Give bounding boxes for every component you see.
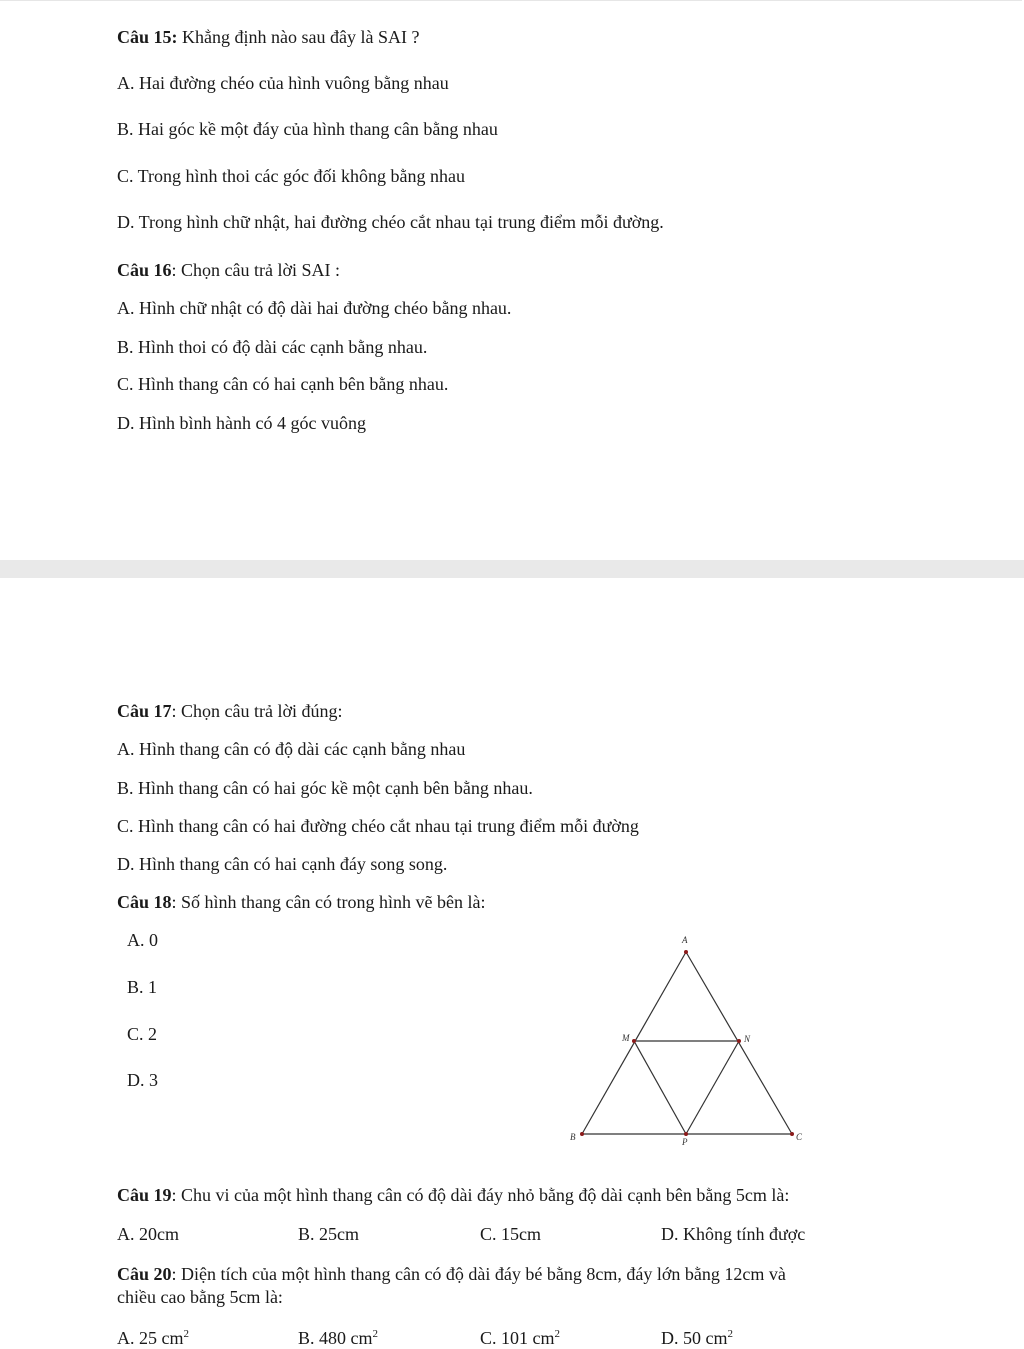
question-20: Câu 20: Diện tích của một hình thang cân có độ dài đáy bé bằng 8cm, đáy lớn bằng 12cm và xyxy=(117,1264,786,1284)
label-m: M xyxy=(622,1033,630,1043)
q18-option-d: D. 3 xyxy=(127,1070,158,1090)
q19-option-b: B. 25cm xyxy=(298,1224,359,1244)
label-p: P xyxy=(682,1137,688,1147)
q20-option-c: C. 101 $cm^2$ xyxy=(480,1328,560,1348)
point-n xyxy=(737,1039,741,1043)
q16-option-c: C. Hình thang cân có hai cạnh bên bằng nhau. xyxy=(117,374,449,394)
q16-option-b: B. Hình thoi có độ dài các cạnh bằng nhau. xyxy=(117,337,428,357)
label-n: N xyxy=(744,1034,751,1044)
point-c xyxy=(790,1132,794,1136)
q19-option-d: D. Không tính được xyxy=(661,1224,806,1244)
question-16: Câu 16: Chọn câu trả lời SAI : xyxy=(117,260,341,280)
page-separator xyxy=(0,560,1024,578)
q15-option-b: B. Hai góc kề một đáy của hình thang cân bằng nhau xyxy=(117,119,498,139)
segment-mp xyxy=(634,1041,686,1134)
point-p xyxy=(684,1132,688,1136)
q18-option-b: B. 1 xyxy=(127,977,158,997)
q20-option-b: B. 480 $cm^2$ xyxy=(298,1328,378,1348)
q19-option-c: C. 15cm xyxy=(480,1224,541,1244)
question-17: Câu 17: Chọn câu trả lời đúng: xyxy=(117,701,343,721)
q17-option-a: A. Hình thang cân có độ dài các cạnh bằng nhau xyxy=(117,739,466,759)
q18-option-a: A. 0 xyxy=(127,930,158,950)
q15-option-c: C. Trong hình thoi các góc đối không bằng nhau xyxy=(117,166,465,186)
q17-option-b: B. Hình thang cân có hai góc kề một cạnh bên bằng nhau. xyxy=(117,778,533,798)
question-20-line-2: chiều cao bằng 5cm là: xyxy=(117,1287,283,1307)
q16-option-d: D. Hình bình hành có 4 góc vuông xyxy=(117,413,366,433)
question-19: Câu 19: Chu vi của một hình thang cân có độ dài đáy nhỏ bằng độ dài cạnh bên bằng 5cm là: xyxy=(117,1185,790,1205)
label-a: A xyxy=(682,935,688,945)
q20-option-d: D. 50 $cm^2$ xyxy=(661,1328,733,1348)
trapezoid-figure xyxy=(560,930,820,1150)
q17-option-d: D. Hình thang cân có hai cạnh đáy song song. xyxy=(117,854,448,874)
q15-option-d: D. Trong hình chữ nhật, hai đường chéo cắt nhau tại trung điểm mỗi đường. xyxy=(117,212,664,232)
question-15: Câu 15: Khẳng định nào sau đây là SAI ? xyxy=(117,27,420,47)
point-b xyxy=(580,1132,584,1136)
segment-np xyxy=(686,1041,739,1134)
point-m xyxy=(632,1039,636,1043)
q17-option-c: C. Hình thang cân có hai đường chéo cắt nhau tại trung điểm mỗi đường xyxy=(117,816,639,836)
q16-option-a: A. Hình chữ nhật có độ dài hai đường chéo bằng nhau. xyxy=(117,298,512,318)
label-c: C xyxy=(796,1132,803,1142)
q19-option-a: A. 20cm xyxy=(117,1224,179,1244)
question-18: Câu 18: Số hình thang cân có trong hình vẽ bên là: xyxy=(117,892,486,912)
q15-option-a: A. Hai đường chéo của hình vuông bằng nhau xyxy=(117,73,449,93)
point-a xyxy=(684,950,688,954)
label-b: B xyxy=(570,1132,576,1142)
q20-option-a: A. 25 $cm^2$ xyxy=(117,1328,189,1348)
q18-option-c: C. 2 xyxy=(127,1024,158,1044)
